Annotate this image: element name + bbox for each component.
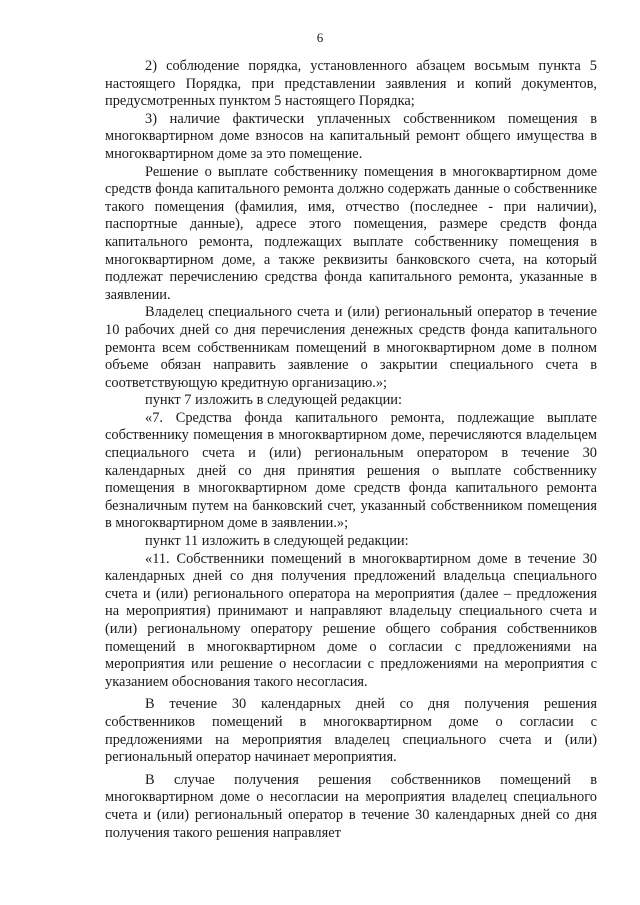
paragraph-start-measures: В течение 30 календарных дней со дня получения решения собственников помещений в многоквартирном доме о согласии с предложениями на мероприятия владелец специального счета и (или) региональный оператор начинает мероприятия. [105, 696, 597, 766]
paragraph-account-closure: Владелец специального счета и (или) региональный оператор в течение 10 рабочих дней со дня перечисления денежных средств фонда капитального ремонта всем собственникам помещений в многоквартирном доме в полном объеме обязан направить заявление о закрытии специального счета в соответствующую кредитную организацию.»; [105, 304, 597, 391]
paragraph-item-2: 2) соблюдение порядка, установленного абзацем восьмым пункта 5 настоящего Порядка, при представлении заявления и копий документов, предусмотренных пунктом 5 настоящего Порядка; [105, 58, 597, 110]
paragraph-amend-point-7: пункт 7 изложить в следующей редакции: [145, 392, 402, 409]
page-number: 6 [316, 30, 324, 45]
paragraph-point-11-text: «11. Собственники помещений в многоквартирном доме в течение 30 календарных дней со дня получения предложений владельца специального счета и (или) регионального оператора на мероприятия (далее – предложения на мероприятия) принимают и направляют владельцу специального счета и (или) региональному оператору решение общего собрания собственников помещений в многоквартирном доме о согласии с предложениями на мероприятия или решение о несогласии с предложениями на мероприятия с указанием обоснования такого несогласия. [105, 550, 597, 690]
paragraph-decision-content: Решение о выплате собственнику помещения в многоквартирном доме средств фонда капитального ремонта должно содержать данные о собственнике такого помещения (фамилия, имя, отчество (последнее - при наличии), паспортные данные), адресе этого помещения, размере средств фонда капитального ремонта, подлежащих выплате собственнику помещения в многоквартирном доме, а также реквизиты банковского счета, на который подлежат перечислению средства фонда капитального ремонта, указанные в заявлении. [105, 163, 597, 303]
paragraph-disagreement: В случае получения решения собственников помещений в многоквартирном доме о несогласии на мероприятия владелец специального счета и (или) региональный оператор в течение 30 календарных дней со дня получения такого решения направляет [105, 771, 597, 841]
paragraph-item-3: 3) наличие фактически уплаченных собственником помещения в многоквартирном доме взносов на капитальный ремонт общего имущества в многоквартирном доме за это помещение. [105, 110, 597, 162]
document-body [105, 58, 597, 842]
paragraph-amend-point-11: пункт 11 изложить в следующей редакции: [145, 533, 409, 550]
paragraph-point-7-text: «7. Средства фонда капитального ремонта, подлежащие выплате собственнику помещения в многоквартирном доме, перечисляются владельцем специального счета и (или) региональным оператором в течение 30 календарных дней со дня принятия решения о выплате собственнику помещения в многоквартирном доме средств фонда капитального ремонта безналичным путем на банковский счет, указанный собственником помещения в многоквартирном доме в заявлении.»; [105, 409, 597, 532]
